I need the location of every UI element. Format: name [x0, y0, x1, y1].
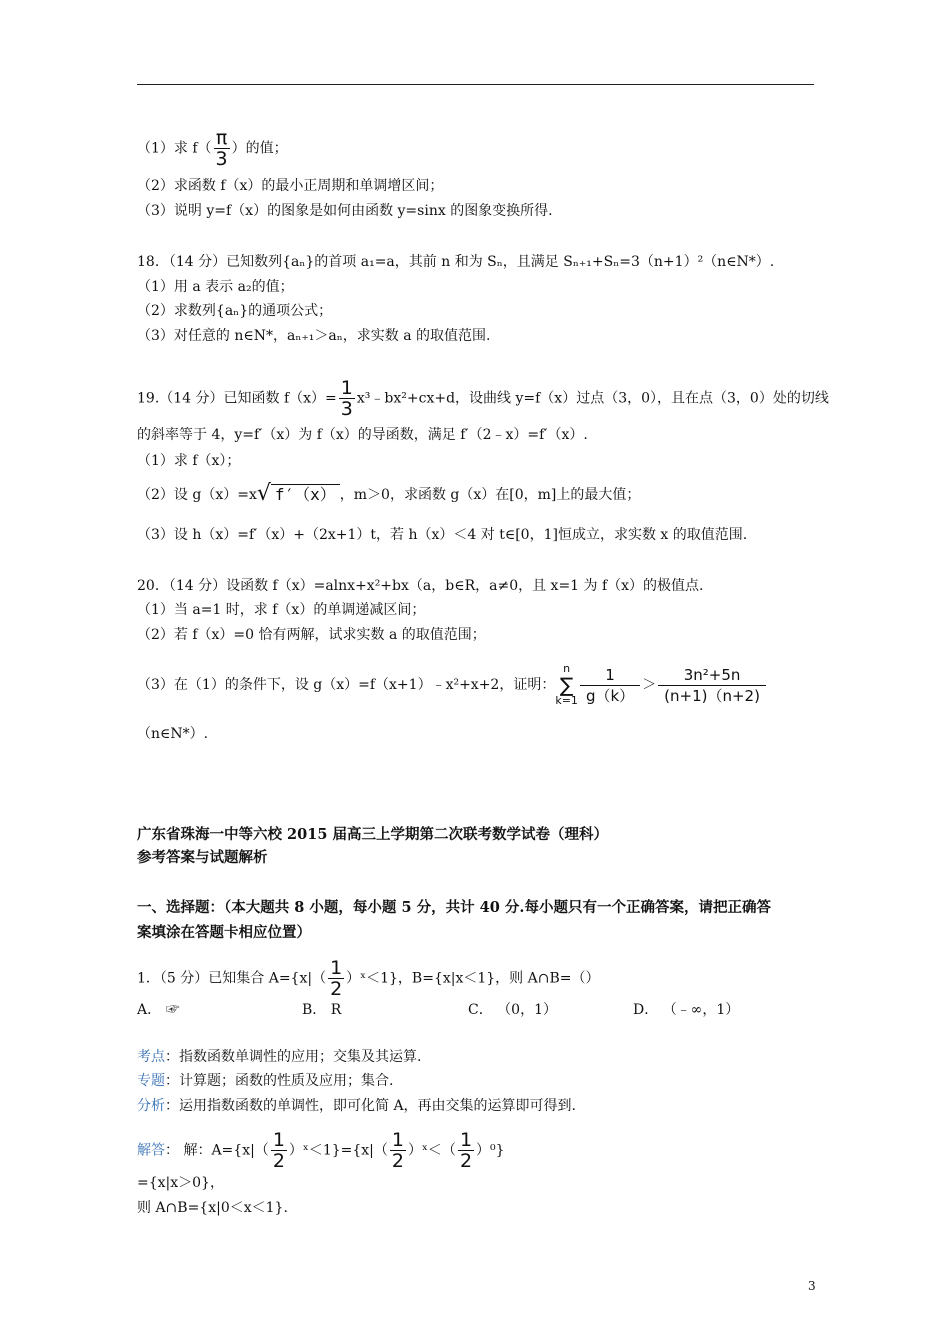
q19-stem — [137, 378, 829, 419]
option-c — [468, 999, 557, 1019]
fraction-numerator: 1 — [391, 1129, 404, 1151]
q18-part1: （1）用 a 表示 a₂的值； — [137, 279, 294, 295]
fenxi-text: ：运用指数函数的单调性，即可化简 A，再由交集的运算即可得到. — [165, 1098, 577, 1114]
q1-stem-text-a: 1．（5 分）已知集合 A={x|（ — [137, 970, 327, 987]
jieda-line3: 则 A∩B={x|0＜x＜1}. — [137, 1200, 288, 1216]
option-d — [633, 999, 739, 1019]
fraction-numerator: 3n²+5n — [683, 665, 741, 684]
square-root — [256, 481, 340, 506]
greater-than-sign: ＞ — [642, 677, 657, 693]
sum-lower-limit: k=1 — [555, 694, 578, 707]
q19-part3: （3）设 h（x）=f′（x）+（2x+1）t，若 h（x）＜4 对 t∈[0，1]恒成立，求实数 x 的取值范围. — [137, 527, 748, 543]
q20-part3-text: （3）在（1）的条件下，设 g（x）=f（x+1）﹣x²+x+2，证明： — [137, 677, 556, 693]
option-label: C． — [468, 1002, 493, 1018]
q20-part3-tail: （n∈N*）. — [137, 726, 209, 742]
fraction-numerator: π — [215, 127, 228, 149]
option-value: ☞ — [165, 1002, 180, 1018]
fraction-numerator: 1 — [605, 665, 615, 684]
q20-part2: （2）若 f（x）=0 恰有两解，试求实数 a 的取值范围； — [137, 627, 486, 643]
q1-stem-text-b: ）ˣ＜1}，B={x|x＜1}，则 A∩B=（） — [346, 970, 600, 987]
q20-stem: 20．（14 分）设函数 f（x）=alnx+x²+bx（a，b∈R，a≠0，且 x=1 为 f（x）的极值点. — [137, 578, 704, 594]
kaodian-line — [137, 1047, 421, 1067]
zhuanti-text: ：计算题；函数的性质及应用；集合. — [165, 1073, 394, 1089]
radical-sign-icon: √ — [256, 481, 271, 506]
q19-part2-text-a: （2）设 g（x）=x — [137, 487, 257, 503]
answer-title: 广东省珠海一中等六校 2015 届高三上学期第二次联考数学试卷（理科） — [137, 826, 608, 843]
fenxi-label: 分析 — [137, 1098, 165, 1114]
option-value: R — [330, 1002, 342, 1018]
jieda-line — [137, 1130, 505, 1171]
jieda-text-c: ）ˣ＜（ — [408, 1142, 456, 1159]
q17-part2: （2）求函数 f（x）的最小正周期和单调增区间； — [137, 178, 444, 194]
q19-stem-line2: 的斜率等于 4，y=f′（x）为 f（x）的导函数，满足 f′（2﹣x）=f′（x）. — [137, 427, 588, 443]
fraction-denominator: 2 — [272, 1150, 285, 1172]
fraction-one-half — [328, 958, 344, 999]
sigma-icon: ∑ — [559, 673, 574, 697]
q19-part2 — [137, 481, 641, 506]
jieda-text-a: ： 解：A={x|（ — [165, 1142, 269, 1159]
q18-part2: （2）求数列{aₙ}的通项公式； — [137, 303, 333, 319]
fraction-numerator: 1 — [330, 957, 343, 979]
header-rule — [137, 84, 814, 85]
sum-upper-limit: n — [563, 662, 571, 675]
fraction-numerator: 1 — [459, 1129, 473, 1151]
q1-stem — [137, 958, 599, 999]
kaodian-label: 考点 — [137, 1049, 165, 1065]
jieda-text-d: ）⁰} — [476, 1142, 505, 1159]
page-number: 3 — [808, 1279, 816, 1293]
fraction-one-half — [458, 1130, 474, 1171]
q18-part3: （3）对任意的 n∈N*，aₙ₊₁＞aₙ，求实数 a 的取值范围. — [137, 328, 491, 344]
zhuanti-label: 专题 — [137, 1073, 165, 1089]
fraction-denominator: 3 — [215, 148, 228, 170]
zhuanti-line — [137, 1071, 393, 1091]
answer-subtitle: 参考答案与试题解析 — [137, 849, 268, 866]
option-label: B． — [302, 1002, 327, 1018]
section1-heading-line1: 一、选择题：（本大题共 8 小题，每小题 5 分，共计 40 分.每小题只有一个正确答案，请把正确答 — [137, 899, 771, 916]
fraction-rhs — [658, 665, 766, 706]
q19-stem-text-a: 19.（14 分）已知函数 f（x）= — [137, 390, 337, 407]
fraction-denominator: (n+1)（n+2) — [658, 685, 766, 706]
fraction-denominator: g（k） — [580, 685, 640, 706]
q17-part1 — [137, 128, 288, 169]
q20-part3 — [137, 662, 768, 708]
fraction-denominator: 2 — [391, 1150, 404, 1172]
option-b — [302, 999, 341, 1019]
fraction-denominator: 3 — [340, 398, 353, 420]
fraction-one-third — [339, 378, 355, 419]
fenxi-line — [137, 1096, 576, 1116]
radicand: f′（x） — [271, 484, 340, 504]
option-value: （﹣∞，1） — [662, 1002, 740, 1018]
section1-heading-line2: 案填涂在答题卡相应位置） — [137, 924, 311, 941]
fraction-one-half — [271, 1130, 287, 1171]
q17-part3: （3）说明 y=f（x）的图象是如何由函数 y=sinx 的图象变换所得. — [137, 203, 553, 219]
jieda-line2: ={x|x＞0}， — [137, 1175, 224, 1191]
option-a — [137, 999, 180, 1019]
jieda-label: 解答 — [137, 1142, 165, 1159]
q19-part1: （1）求 f（x）； — [137, 453, 241, 469]
fraction-denominator: 2 — [330, 978, 343, 1000]
fraction-numerator: 1 — [340, 377, 353, 399]
fraction-numerator: 1 — [272, 1129, 285, 1151]
jieda-text-b: ）ˣ＜1}={x|（ — [288, 1142, 388, 1159]
q17-part1-text-b: ）的值； — [231, 140, 288, 157]
fraction-one-over-g — [580, 665, 640, 706]
fraction-pi-over-3 — [214, 128, 230, 169]
q17-part1-text-a: （1）求 f（ — [137, 140, 212, 157]
option-label: A． — [137, 1002, 162, 1018]
fraction-one-half — [390, 1130, 406, 1171]
kaodian-text: ：指数函数单调性的应用；交集及其运算. — [165, 1049, 422, 1065]
option-value: （0，1） — [497, 1002, 557, 1018]
q18-stem: 18．（14 分）已知数列{aₙ}的首项 a₁=a，其前 n 和为 Sₙ，且满足 Sₙ₊₁+Sₙ=3（n+1）²（n∈N*）. — [137, 254, 775, 270]
q19-stem-text-b: x³﹣bx²+cx+d，设曲线 y=f（x）过点（3，0），且在点（3，0）处的切线 — [356, 390, 829, 407]
q19-part2-text-b: ，m＞0，求函数 g（x）在[0，m]上的最大值； — [339, 487, 641, 503]
summation — [555, 662, 578, 708]
option-label: D． — [633, 1002, 659, 1018]
fraction-denominator: 2 — [459, 1150, 473, 1172]
q20-part1: （1）当 a=1 时，求 f（x）的单调递减区间； — [137, 602, 426, 618]
